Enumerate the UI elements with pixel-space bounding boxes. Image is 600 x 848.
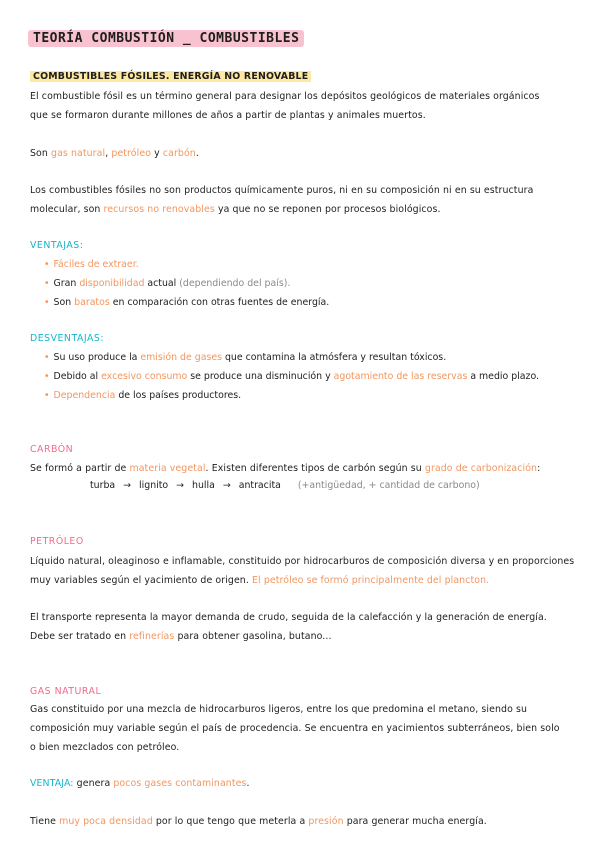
- bullet-icon: •: [44, 390, 50, 401]
- desventajas-heading: DESVENTAJAS:: [30, 333, 104, 344]
- ventajas-heading: VENTAJAS:: [30, 240, 84, 251]
- arrow-icon: →: [222, 480, 231, 491]
- arrow-icon: →: [123, 480, 132, 491]
- desventajas-item-1: • Su uso produce la emisión de gases que contamina la atmósfera y resultan tóxicos.: [44, 352, 447, 363]
- gas-ventaja: VENTAJA: genera pocos gases contaminantes.: [30, 778, 250, 789]
- desventajas-item-2: • Debido al excesivo consumo se produce una disminución y agotamiento de las reservas a medio plazo.: [44, 371, 539, 382]
- ventajas-item-1: • Fáciles de extraer.: [44, 259, 139, 270]
- petroleo-paragraph-1a: Líquido natural, oleaginoso e inflamable, constituido por hidrocarburos de composición diversa y en proporciones: [30, 556, 575, 567]
- bullet-icon: •: [44, 352, 50, 363]
- petroleo-heading: PETRÓLEO: [30, 536, 84, 547]
- carbon-chain-note: (+antigüedad, + cantidad de carbono): [297, 480, 480, 491]
- gas-paragraph-1c: o bien mezclados con petróleo.: [30, 742, 180, 753]
- highlight-recursos: recursos no renovables: [103, 204, 215, 215]
- petroleo-paragraph-2a: El transporte representa la mayor demanda de crudo, seguida de la calefacción y la generación de energía.: [30, 612, 547, 623]
- gas-paragraph-1a: Gas constituido por una mezcla de hidrocarburos ligeros, entre los que predomina el metano, siendo su: [30, 704, 528, 715]
- gas-paragraph-1b: composición muy variable según el país de procedencia. Se encuentra en yacimientos subterráneos, bien solo: [30, 723, 560, 734]
- highlight-petroleo: petróleo: [111, 148, 152, 159]
- bullet-icon: •: [44, 371, 50, 382]
- page-title: TEORÍA COMBUSTIÓN _ COMBUSTIBLES: [28, 30, 304, 47]
- bullet-icon: •: [44, 297, 50, 308]
- bullet-icon: •: [44, 259, 50, 270]
- fossil-paragraph-3a: Los combustibles fósiles no son productos químicamente puros, ni en su composición ni en su estructura: [30, 185, 534, 196]
- highlight-carbon: carbón: [162, 148, 196, 159]
- fossil-heading: COMBUSTIBLES FÓSILES. ENERGÍA NO RENOVABLE: [30, 71, 311, 82]
- petroleo-paragraph-2b: Debe ser tratado en refinerías para obtener gasolina, butano...: [30, 631, 332, 642]
- fossil-paragraph-3b: molecular, son recursos no renovables ya que no se reponen por procesos biológicos.: [30, 204, 441, 215]
- fossil-paragraph-1b: que se formaron durante millones de años a partir de plantas y animales muertos.: [30, 110, 426, 121]
- ventajas-item-3: • Son baratos en comparación con otras fuentes de energía.: [44, 297, 330, 308]
- highlight-gas-natural: gas natural: [51, 148, 106, 159]
- petroleo-paragraph-1b: muy variables según el yacimiento de origen. El petróleo se formó principalmente del plancton.: [30, 575, 490, 586]
- bullet-icon: •: [44, 278, 50, 289]
- arrow-icon: →: [176, 480, 185, 491]
- carbon-types-chain: turba → lignito → hulla → antracita (+antigüedad, + cantidad de carbono): [90, 480, 480, 491]
- ventajas-item-2: • Gran disponibilidad actual (dependiendo del país).: [44, 278, 291, 289]
- gas-heading: GAS NATURAL: [30, 686, 102, 697]
- fossil-paragraph-1a: El combustible fósil es un término general para designar los depósitos geológicos de materiales orgánicos: [30, 91, 540, 102]
- carbon-heading: CARBÓN: [30, 444, 74, 455]
- gas-paragraph-last: Tiene muy poca densidad por lo que tengo que meterla a presión para generar mucha energía.: [30, 816, 487, 827]
- fossil-paragraph-2: Son gas natural, petróleo y carbón.: [30, 148, 199, 159]
- carbon-paragraph: Se formó a partir de materia vegetal. Existen diferentes tipos de carbón según su grado de carbonización:: [30, 463, 541, 474]
- desventajas-item-3: • Dependencia de los países productores.: [44, 390, 242, 401]
